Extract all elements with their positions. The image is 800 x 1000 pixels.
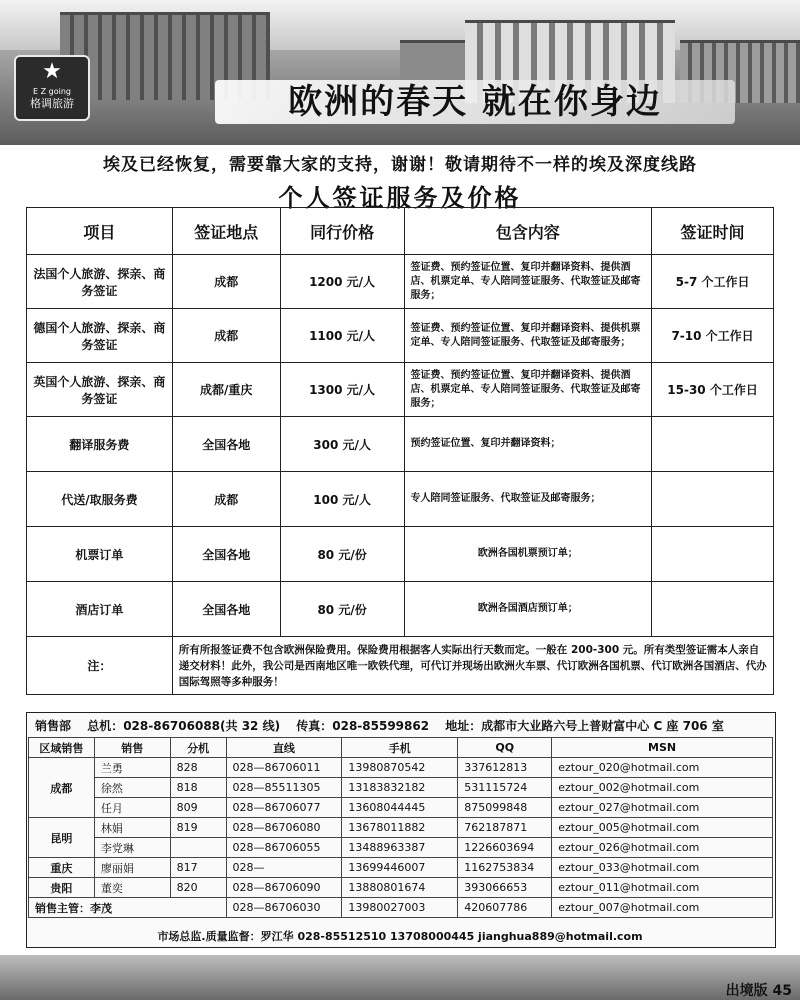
time-cell: 15-30 个工作日: [652, 363, 774, 417]
contacts-table: [28, 737, 773, 918]
manager-row: [29, 898, 773, 918]
column-header: MSN: [552, 738, 773, 758]
msn-cell: eztour_005@hotmail.com: [552, 818, 773, 838]
name-cell: 兰勇: [94, 758, 170, 778]
line-cell: 028—86706090: [226, 878, 342, 898]
region-cell: 重庆: [29, 858, 95, 878]
qq-cell: 393066653: [458, 878, 552, 898]
column-header: 区域销售: [29, 738, 95, 758]
main-phone: 总机：028-86706088(共 32 线): [87, 719, 281, 733]
qq-cell: 1226603694: [458, 838, 552, 858]
item-cell: 法国个人旅游、探亲、商务签证: [27, 255, 173, 309]
content-cell: 签证费、预约签证位置、复印并翻译资料、提供机票定单、专人陪同签证服务、代取签证及邮寄服务；: [404, 309, 652, 363]
place-cell: 全国各地: [172, 582, 280, 637]
fax: 传真：028-85599862: [296, 719, 430, 733]
line-cell: 028—86706055: [226, 838, 342, 858]
qq-cell: 762187871: [458, 818, 552, 838]
place-cell: 全国各地: [172, 417, 280, 472]
company-logo: [14, 55, 90, 121]
address: 地址：成都市大业路六号上普财富中心 C 座 706 室: [445, 719, 724, 733]
name-cell: 李党琳: [94, 838, 170, 858]
bottom-image-band: [0, 955, 800, 1000]
column-header: 签证时间: [652, 208, 774, 255]
column-header: 直线: [226, 738, 342, 758]
table-row: [29, 818, 773, 838]
contacts-header-row: [29, 738, 773, 758]
price-cell: 80 元/份: [280, 527, 404, 582]
time-cell: 5-7 个工作日: [652, 255, 774, 309]
line-cell: 028—86706080: [226, 818, 342, 838]
time-cell: [652, 582, 774, 637]
item-cell: 机票订单: [27, 527, 173, 582]
header-banner: [0, 0, 800, 145]
table-row: [27, 527, 774, 582]
note-label: 注：: [27, 637, 173, 695]
price-cell: 300 元/人: [280, 417, 404, 472]
column-header: 手机: [342, 738, 458, 758]
price-cell: 100 元/人: [280, 472, 404, 527]
place-cell: 成都/重庆: [172, 363, 280, 417]
content-cell: 欧洲各国酒店预订单；: [404, 582, 652, 637]
visa-price-table: [26, 207, 774, 695]
msn-cell: eztour_020@hotmail.com: [552, 758, 773, 778]
name-cell: 董奕: [94, 878, 170, 898]
table-row: [27, 309, 774, 363]
table-row: [27, 472, 774, 527]
line-cell: 028—86706077: [226, 798, 342, 818]
mobile-cell: 13678011882: [342, 818, 458, 838]
mobile-cell: 13183832182: [342, 778, 458, 798]
price-cell: 1300 元/人: [280, 363, 404, 417]
column-header: 销售: [94, 738, 170, 758]
qq-cell: 531115724: [458, 778, 552, 798]
line-cell: 028—85511305: [226, 778, 342, 798]
item-cell: 翻译服务费: [27, 417, 173, 472]
region-cell: 昆明: [29, 818, 95, 858]
name-cell: 林娟: [94, 818, 170, 838]
mobile-cell: 13608044445: [342, 798, 458, 818]
mobile-cell: 13980027003: [342, 898, 458, 918]
qq-cell: 1162753834: [458, 858, 552, 878]
logo-star-icon: ★: [42, 59, 62, 84]
table-row: [29, 878, 773, 898]
column-header: 包含内容: [404, 208, 652, 255]
time-cell: [652, 527, 774, 582]
note-text: 所有所报签证费不包含欧洲保险费用。保险费用根据客人实际出行天数而定。一般在 200-300 元。所有类型签证需本人亲自递交材料！此外，我公司是西南地区唯一欧铁代理，可代订并现场出欧洲火车票、代订欧洲各国机票、代订欧洲各国酒店、代办国际驾照等多种服务！: [172, 637, 773, 695]
line-cell: 028—86706030: [226, 898, 342, 918]
table-row: [27, 363, 774, 417]
name-cell: 徐然: [94, 778, 170, 798]
logo-text: 格调旅游: [30, 97, 74, 110]
line-cell: 028—: [226, 858, 342, 878]
manager-label: 销售主管：李茂: [29, 898, 227, 918]
item-cell: 德国个人旅游、探亲、商务签证: [27, 309, 173, 363]
column-header: 同行价格: [280, 208, 404, 255]
table-row: [29, 838, 773, 858]
price-cell: 80 元/份: [280, 582, 404, 637]
sales-dept: 销售部: [35, 719, 72, 733]
table-row: [29, 758, 773, 778]
msn-cell: eztour_007@hotmail.com: [552, 898, 773, 918]
table-row: [29, 858, 773, 878]
content-cell: 签证费、预约签证位置、复印并翻译资料、提供酒店、机票定单、专人陪同签证服务、代取签证及邮寄服务；: [404, 363, 652, 417]
content-cell: 签证费、预约签证位置、复印并翻译资料、提供酒店、机票定单、专人陪同签证服务、代取签证及邮寄服务；: [404, 255, 652, 309]
msn-cell: eztour_026@hotmail.com: [552, 838, 773, 858]
column-header: QQ: [458, 738, 552, 758]
msn-cell: eztour_027@hotmail.com: [552, 798, 773, 818]
slogan: 欧洲的春天 就在你身边: [215, 80, 735, 124]
ext-cell: 817: [170, 858, 226, 878]
table-row: [27, 417, 774, 472]
table-row: [29, 778, 773, 798]
region-cell: 成都: [29, 758, 95, 818]
place-cell: 成都: [172, 472, 280, 527]
price-cell: 1100 元/人: [280, 309, 404, 363]
mobile-cell: 13880801674: [342, 878, 458, 898]
notice-line: 埃及已经恢复，需要靠大家的支持，谢谢！敬请期待不一样的埃及深度线路: [103, 155, 697, 175]
mobile-cell: 13699446007: [342, 858, 458, 878]
ext-cell: 828: [170, 758, 226, 778]
qq-cell: 420607786: [458, 898, 552, 918]
name-cell: 廖丽娟: [94, 858, 170, 878]
ext-cell: 818: [170, 778, 226, 798]
page-number: 出境版 45: [725, 983, 792, 999]
time-cell: [652, 472, 774, 527]
time-cell: [652, 417, 774, 472]
time-cell: 7-10 个工作日: [652, 309, 774, 363]
place-cell: 全国各地: [172, 527, 280, 582]
region-cell: 贵阳: [29, 878, 95, 898]
name-cell: 任月: [94, 798, 170, 818]
item-cell: 代送/取服务费: [27, 472, 173, 527]
table-row: [27, 582, 774, 637]
content-cell: 欧洲各国机票预订单；: [404, 527, 652, 582]
table-row: [29, 798, 773, 818]
ext-cell: [170, 838, 226, 858]
sales-header: [35, 717, 736, 734]
column-header: 分机: [170, 738, 226, 758]
price-cell: 1200 元/人: [280, 255, 404, 309]
column-header: 签证地点: [172, 208, 280, 255]
note-row: [27, 637, 774, 695]
content-cell: 预约签证位置、复印并翻译资料；: [404, 417, 652, 472]
msn-cell: eztour_033@hotmail.com: [552, 858, 773, 878]
qq-cell: 875099848: [458, 798, 552, 818]
place-cell: 成都: [172, 255, 280, 309]
logo-subtext: E Z going: [33, 87, 71, 96]
place-cell: 成都: [172, 309, 280, 363]
mobile-cell: 13980870542: [342, 758, 458, 778]
supervisor-line: 市场总监.质量监督：罗江华 028-85512510 13708000445 jianghua889@hotmail.com: [157, 930, 643, 943]
ext-cell: 809: [170, 798, 226, 818]
table-header-row: [27, 208, 774, 255]
table-row: [27, 255, 774, 309]
column-header: 项目: [27, 208, 173, 255]
page-title: 个人签证服务及价格: [278, 184, 522, 212]
msn-cell: eztour_011@hotmail.com: [552, 878, 773, 898]
item-cell: 英国个人旅游、探亲、商务签证: [27, 363, 173, 417]
ext-cell: 819: [170, 818, 226, 838]
content-cell: 专人陪同签证服务、代取签证及邮寄服务；: [404, 472, 652, 527]
msn-cell: eztour_002@hotmail.com: [552, 778, 773, 798]
qq-cell: 337612813: [458, 758, 552, 778]
line-cell: 028—86706011: [226, 758, 342, 778]
ext-cell: 820: [170, 878, 226, 898]
item-cell: 酒店订单: [27, 582, 173, 637]
mobile-cell: 13488963387: [342, 838, 458, 858]
